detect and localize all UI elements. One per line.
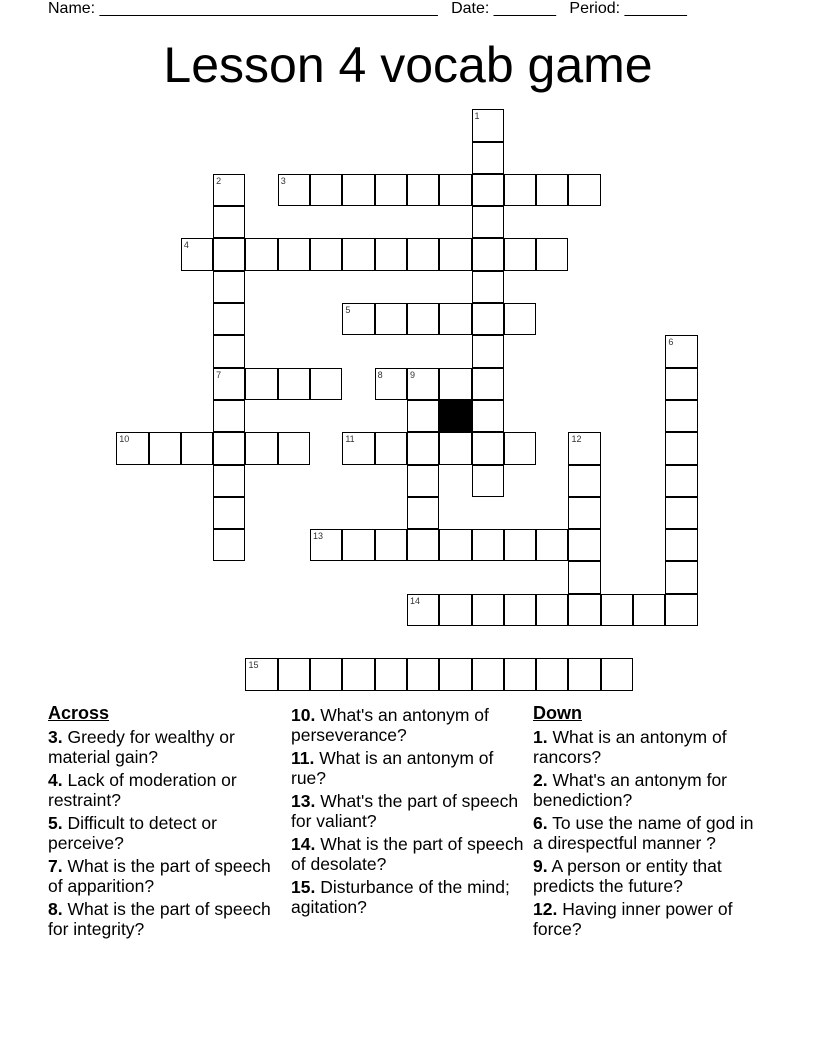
clue-text: Greedy for wealthy or material gain? <box>48 727 235 767</box>
clue-text: Difficult to detect or perceive? <box>48 813 217 853</box>
grid-cell[interactable] <box>472 432 504 464</box>
clue-number: 7. <box>48 856 63 876</box>
grid-cell[interactable] <box>407 529 439 561</box>
grid-cell[interactable] <box>310 174 342 206</box>
clue <box>48 813 283 853</box>
grid-cell[interactable] <box>342 529 374 561</box>
grid-cell[interactable] <box>149 432 181 464</box>
clue-number: 8 <box>377 369 383 380</box>
clue-number: 4. <box>48 770 63 790</box>
clue <box>48 899 283 939</box>
grid-cell[interactable] <box>665 497 697 529</box>
clue-number: 11. <box>291 748 315 768</box>
grid-cell[interactable] <box>504 432 536 464</box>
grid-cell[interactable] <box>665 400 697 432</box>
grid-cell[interactable] <box>213 238 245 270</box>
grid-cell[interactable] <box>536 238 568 270</box>
grid-cell[interactable] <box>375 368 407 400</box>
grid-cell[interactable] <box>439 594 471 626</box>
grid-cell[interactable] <box>472 465 504 497</box>
grid-cell[interactable] <box>665 335 697 367</box>
clue-text: What is the part of speech for integrity? <box>48 899 271 939</box>
date-blank[interactable]: _______ <box>493 0 557 17</box>
clue-number: 1 <box>474 111 480 122</box>
grid-cell[interactable] <box>245 368 277 400</box>
grid-cell[interactable] <box>116 432 148 464</box>
grid-cell[interactable] <box>342 658 374 690</box>
grid-cell[interactable] <box>213 206 245 238</box>
clue-number: 8. <box>48 899 63 919</box>
clue-number: 7 <box>216 369 222 380</box>
grid-cell[interactable] <box>310 238 342 270</box>
grid-cell[interactable] <box>472 174 504 206</box>
name-blank[interactable]: ______________________________________ <box>99 0 438 17</box>
grid-cell[interactable] <box>375 174 407 206</box>
grid-cell[interactable] <box>213 497 245 529</box>
grid-cell[interactable] <box>504 658 536 690</box>
grid-cell[interactable] <box>601 658 633 690</box>
grid-cell[interactable] <box>213 465 245 497</box>
clue <box>291 791 526 831</box>
grid-cell[interactable] <box>504 303 536 335</box>
clue <box>291 877 526 917</box>
clue-number: 13. <box>291 791 316 811</box>
grid-cell[interactable] <box>181 238 213 270</box>
clue <box>48 856 283 896</box>
across-heading: Across <box>48 703 110 723</box>
grid-cell[interactable] <box>472 206 504 238</box>
grid-cell[interactable] <box>310 529 342 561</box>
grid-cell[interactable] <box>472 238 504 270</box>
grid-cell[interactable] <box>472 594 504 626</box>
grid-cell[interactable] <box>665 529 697 561</box>
grid-cell[interactable] <box>568 594 600 626</box>
grid-cell[interactable] <box>407 400 439 432</box>
page-title: Lesson 4 vocab game <box>163 37 653 93</box>
grid-cell[interactable] <box>568 497 600 529</box>
grid-cell[interactable] <box>213 529 245 561</box>
clue <box>533 813 768 853</box>
grid-cell[interactable] <box>633 594 665 626</box>
grid-cell[interactable] <box>407 174 439 206</box>
grid-cell[interactable] <box>213 400 245 432</box>
header <box>48 0 687 18</box>
period-label: Period: <box>569 0 621 17</box>
grid-cell[interactable] <box>439 174 471 206</box>
grid-cell[interactable] <box>439 303 471 335</box>
grid-cell[interactable] <box>213 432 245 464</box>
grid-cell[interactable] <box>504 529 536 561</box>
grid-cell[interactable] <box>568 658 600 690</box>
clue-text: What is the part of speech of apparition? <box>48 856 271 896</box>
clue-number: 6 <box>668 337 674 348</box>
clue-number: 3 <box>280 175 286 186</box>
grid-cell[interactable] <box>568 174 600 206</box>
grid-cell[interactable] <box>181 432 213 464</box>
clue-number: 10. <box>291 705 316 725</box>
clue-number: 14. <box>291 834 316 854</box>
clue-number: 10 <box>119 434 130 445</box>
grid-cell[interactable] <box>213 174 245 206</box>
clue-number: 9 <box>409 369 415 380</box>
grid-cell[interactable] <box>278 368 310 400</box>
clue-text: What is an antonym of rue? <box>291 748 494 788</box>
clue <box>533 856 768 896</box>
clue-text: A person or entity that predicts the future? <box>533 856 722 896</box>
grid-cell[interactable] <box>407 497 439 529</box>
clue-text: What is the part of speech of desolate? <box>291 834 524 874</box>
clue-text: What is an antonym of rancors? <box>533 727 727 767</box>
clue-number: 3. <box>48 727 63 747</box>
grid-cell[interactable] <box>568 529 600 561</box>
grid-cell[interactable] <box>407 432 439 464</box>
clue-number: 5. <box>48 813 63 833</box>
grid-cell[interactable] <box>375 529 407 561</box>
period-blank[interactable]: _______ <box>624 0 687 17</box>
grid-cell[interactable] <box>278 432 310 464</box>
grid-cell[interactable] <box>504 174 536 206</box>
name-label: Name: <box>48 0 96 17</box>
grid-cell[interactable] <box>472 400 504 432</box>
grid-cell[interactable] <box>407 465 439 497</box>
clue <box>291 748 526 788</box>
clue-number: 12. <box>533 899 558 919</box>
grid-cell[interactable] <box>375 432 407 464</box>
grid-cell[interactable] <box>213 303 245 335</box>
grid-cell[interactable] <box>245 432 277 464</box>
grid-cell[interactable] <box>472 303 504 335</box>
grid-cell[interactable] <box>407 368 439 400</box>
date-label: Date: <box>451 0 490 17</box>
clue-number: 6. <box>533 813 548 833</box>
grid-cell[interactable] <box>472 529 504 561</box>
clue <box>48 770 283 810</box>
grid-cell[interactable] <box>310 368 342 400</box>
clue-number: 1. <box>533 727 548 747</box>
clue-number: 15 <box>248 660 259 671</box>
grid-cell[interactable] <box>504 594 536 626</box>
grid-cell[interactable] <box>278 658 310 690</box>
grid-cell[interactable] <box>665 368 697 400</box>
clue <box>533 899 768 939</box>
clue <box>48 727 283 767</box>
black-square <box>439 400 471 432</box>
clue-number: 2 <box>216 175 222 186</box>
grid-cell[interactable] <box>439 368 471 400</box>
grid-cell[interactable] <box>665 561 697 593</box>
clue-number: 5 <box>345 305 351 316</box>
grid-cell[interactable] <box>439 529 471 561</box>
clue-text: What's an antonym for benediction? <box>533 770 728 810</box>
grid-cell[interactable] <box>278 174 310 206</box>
clue <box>291 834 526 874</box>
grid-cell[interactable] <box>536 529 568 561</box>
grid-cell[interactable] <box>245 658 277 690</box>
grid-cell[interactable] <box>601 594 633 626</box>
grid-cell[interactable] <box>342 174 374 206</box>
grid-cell[interactable] <box>568 432 600 464</box>
grid-cell[interactable] <box>439 238 471 270</box>
grid-cell[interactable] <box>536 594 568 626</box>
down-heading: Down <box>533 703 582 723</box>
clue-number: 12 <box>571 434 582 445</box>
grid-cell[interactable] <box>407 238 439 270</box>
grid-cell[interactable] <box>439 432 471 464</box>
grid-cell[interactable] <box>342 238 374 270</box>
clue-number: 2. <box>533 770 548 790</box>
clues-down <box>533 703 768 942</box>
grid-cell[interactable] <box>665 594 697 626</box>
clue-text: Disturbance of the mind; agitation? <box>291 877 510 917</box>
grid-cell[interactable] <box>407 303 439 335</box>
grid-cell[interactable] <box>213 368 245 400</box>
grid-cell[interactable] <box>342 432 374 464</box>
grid-cell[interactable] <box>472 335 504 367</box>
clues-across-col1 <box>48 703 283 942</box>
grid-cell[interactable] <box>536 174 568 206</box>
grid-cell[interactable] <box>245 238 277 270</box>
grid-cell[interactable] <box>278 238 310 270</box>
grid-cell[interactable] <box>213 335 245 367</box>
grid-cell[interactable] <box>472 271 504 303</box>
grid-cell[interactable] <box>310 658 342 690</box>
clue-number: 9. <box>533 856 548 876</box>
clue-text: What's an antonym of perseverance? <box>291 705 489 745</box>
grid-cell[interactable] <box>375 238 407 270</box>
grid-cell[interactable] <box>407 594 439 626</box>
grid-cell[interactable] <box>665 465 697 497</box>
clue-number: 14 <box>409 595 420 606</box>
clue-text: Having inner power of force? <box>533 899 733 939</box>
grid-cell[interactable] <box>472 368 504 400</box>
clue-text: To use the name of god in a direspectful manner ? <box>533 813 754 853</box>
grid-cell[interactable] <box>407 658 439 690</box>
grid-cell[interactable] <box>342 303 374 335</box>
grid-cell[interactable] <box>504 238 536 270</box>
grid-cell[interactable] <box>375 303 407 335</box>
clue-text: Lack of moderation or restraint? <box>48 770 237 810</box>
grid-cell[interactable] <box>472 658 504 690</box>
grid-cell[interactable] <box>472 142 504 174</box>
clue <box>533 770 768 810</box>
grid-cell[interactable] <box>568 561 600 593</box>
clue-number: 4 <box>183 240 189 251</box>
clue-number: 15. <box>291 877 316 897</box>
clues-across-col2 <box>291 705 526 920</box>
clue-number: 11 <box>345 434 355 445</box>
grid-cell[interactable] <box>568 465 600 497</box>
grid-cell[interactable] <box>665 432 697 464</box>
clue <box>291 705 526 745</box>
grid-cell[interactable] <box>375 658 407 690</box>
clue <box>533 727 768 767</box>
grid-cell[interactable] <box>536 658 568 690</box>
grid-cell[interactable] <box>472 109 504 141</box>
clue-number: 13 <box>313 531 324 542</box>
grid-cell[interactable] <box>213 271 245 303</box>
clue-text: What's the part of speech for valiant? <box>291 791 519 831</box>
grid-cell[interactable] <box>439 658 471 690</box>
